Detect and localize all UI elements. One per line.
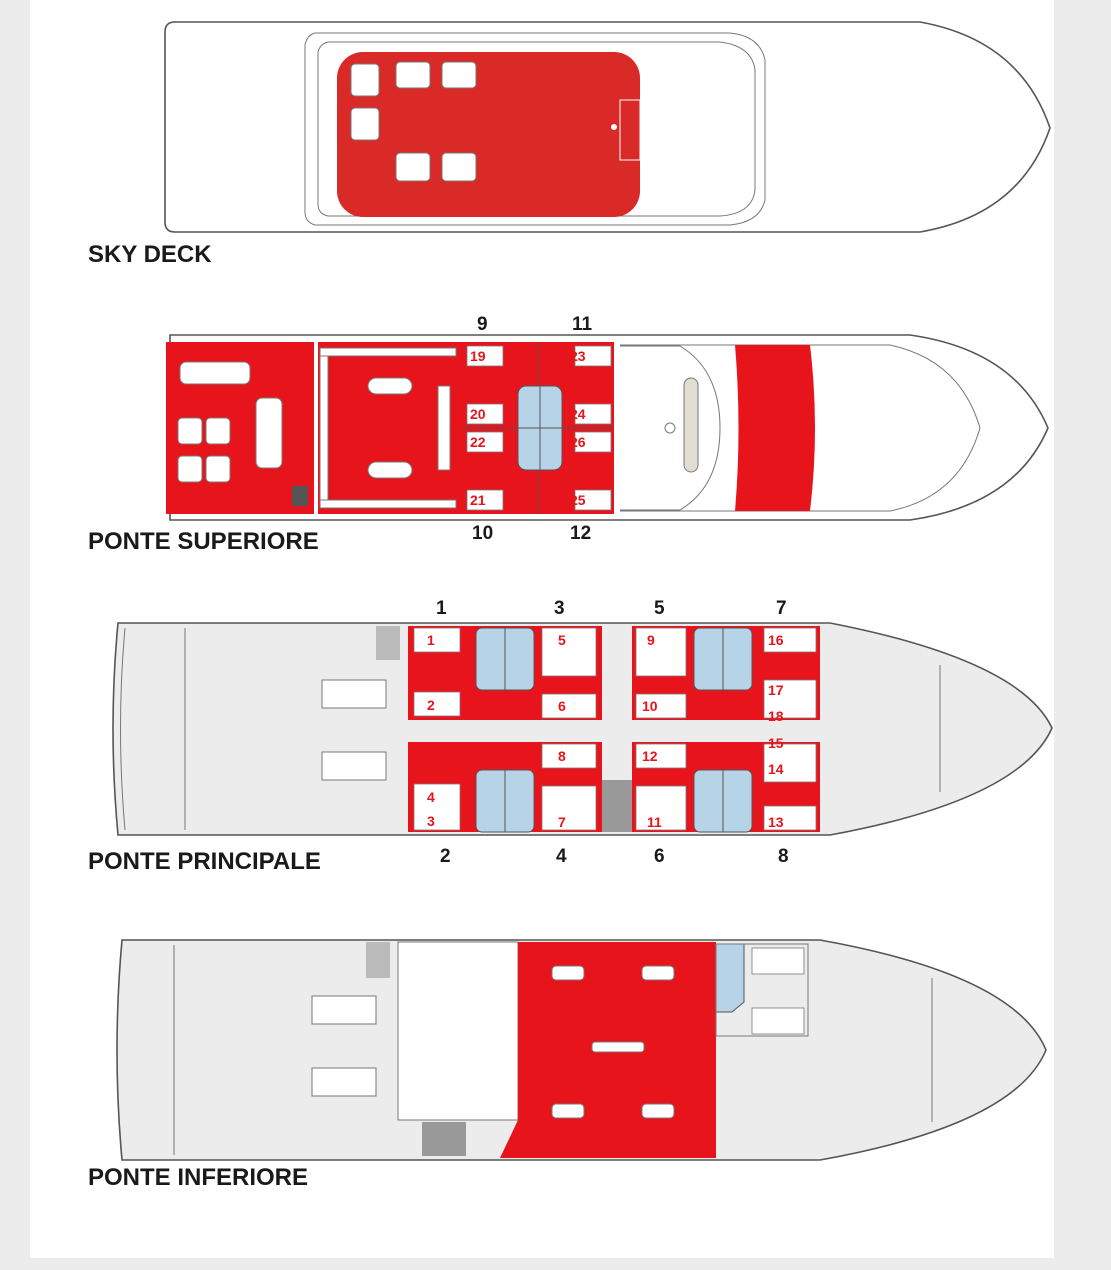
door-number: 10 [472,523,494,544]
upper-deck-plan [166,335,1048,520]
lower-deck-title: PONTE INFERIORE [88,1164,309,1191]
cabin-number: 19 [470,348,486,364]
sunbed [351,64,379,96]
cabin-number: 4 [427,789,435,805]
cabin-number: 15 [768,735,784,751]
lower-deck-plan [117,940,1046,1160]
cabin-number: 1 [427,632,435,648]
sunbed [396,153,430,181]
cabin-number: 26 [570,434,586,450]
cabin-number: 2 [427,697,435,713]
sunbed [442,153,476,181]
main-deck-title: PONTE PRINCIPALE [88,848,321,875]
deck-plan-drawing [30,0,1054,1258]
door-number: 11 [572,314,593,335]
cabin-number: 21 [470,492,486,508]
door-number: 7 [776,598,787,619]
sky-deck-sun-area [337,52,640,217]
cabin-number: 13 [768,814,784,830]
deck-plan-sheet [30,0,1054,1258]
cabin-number: 6 [558,698,566,714]
cabin-number: 24 [570,406,586,422]
cabin-number: 14 [768,761,784,777]
cabin-number: 8 [558,748,566,764]
upper-deck-title: PONTE SUPERIORE [88,528,319,555]
sunbed [442,62,476,88]
cabin-number: 12 [642,748,658,764]
cabin-number: 11 [647,814,662,830]
door-number: 4 [556,846,567,867]
cabin-number: 10 [642,698,658,714]
door-number: 8 [778,846,789,867]
main-deck-plan [113,623,1052,835]
door-number: 2 [440,846,451,867]
door-number: 6 [654,846,665,867]
sunbed [396,62,430,88]
sky-deck-title: SKY DECK [88,241,212,268]
door-number: 9 [477,314,488,335]
cabin-number: 7 [558,814,566,830]
door-number: 3 [554,598,565,619]
engine-room [398,942,518,1120]
lower-bathroom [716,944,744,1012]
cabin-number: 17 [768,682,784,698]
cabin-number: 9 [647,632,655,648]
cabin-number: 25 [570,492,586,508]
cabin-number: 23 [570,348,586,364]
door-number: 12 [570,523,592,544]
cabin-number: 3 [427,813,435,829]
foredeck-sunpad [735,345,815,511]
cabin-number: 18 [768,708,784,724]
cabin-number: 22 [470,434,486,450]
door-number: 1 [436,598,447,619]
cabin-number: 16 [768,632,784,648]
cabin-number: 20 [470,406,486,422]
sunbed [351,108,379,140]
sky-deck-plan [165,22,1050,232]
cabin-number: 5 [558,632,566,648]
door-number: 5 [654,598,665,619]
mast-icon [611,124,617,130]
